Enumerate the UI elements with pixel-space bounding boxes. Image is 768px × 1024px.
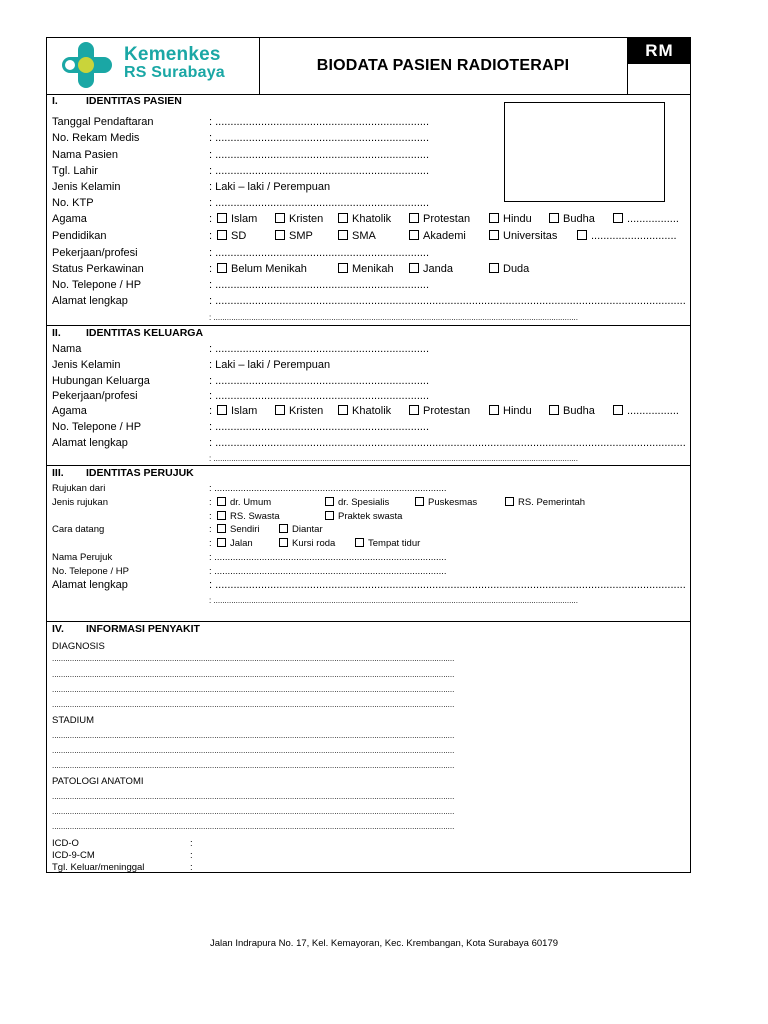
checkbox-icon [217,230,227,240]
section1-number: I. [52,95,58,107]
label-status-perkawinan: Status Perkawinan [52,263,144,275]
checkbox-icon [489,405,499,415]
checkbox-jalan[interactable] [217,538,253,549]
checkbox-menikah[interactable] [338,263,394,275]
field-tgl-lahir[interactable]: : ...................................................................... [209,165,430,177]
field-diagnosis-line-4[interactable]: ..................................................................................................................................................................................... [52,700,455,709]
checkbox-label: Tempat tidur [368,538,421,549]
label-no-ktp: No. KTP [52,197,94,209]
checkbox-icon [325,511,334,520]
checkbox-khatolik[interactable] [338,213,391,225]
section1-heading [52,95,182,107]
checkbox-label: Janda [423,263,453,275]
label-cara-datang: Cara datang [52,524,105,535]
checkbox-icon [217,538,226,547]
checkbox-puskesmas[interactable] [415,497,477,508]
field-telepon[interactable]: : ...................................................................... [209,279,430,291]
checkbox-label: Universitas [503,230,558,242]
logo-text-rs-surabaya: RS Surabaya [124,64,225,81]
field-alamat[interactable]: : .......................................................................................................................................................... [209,295,686,307]
checkbox-label: Belum Menikah [231,263,307,275]
field-hubungan-keluarga[interactable]: : ...................................................................... [209,375,430,387]
field-stadium-line-1[interactable]: ..................................................................................................................................................................................... [52,731,455,740]
checkbox-keluarga-kristen[interactable] [275,405,323,417]
field-perujuk-alamat[interactable]: : .......................................................................................................................................................... [209,579,686,591]
checkbox-budha[interactable] [549,213,595,225]
checkbox-praktek-swasta[interactable] [325,511,402,522]
checkbox-kristen[interactable] [275,213,323,225]
label-alamat: Alamat lengkap [52,295,128,307]
label-stadium: STADIUM [52,715,95,726]
logo-left-dot [65,60,75,70]
checkbox-tempat-tidur[interactable] [355,538,420,549]
checkbox-icon [549,213,559,223]
field-perujuk-alamat-continued[interactable]: : .................................................................................................................................................................... [209,596,578,605]
label-keluarga-telepon: No. Telepone / HP [52,421,142,433]
checkbox-label: Diantar [292,524,323,535]
photo-box[interactable] [504,102,665,202]
checkbox-akademi[interactable] [409,230,466,242]
checkbox-label: Kristen [289,405,324,417]
checkbox-label: Protestan [423,405,471,417]
label-tgl-lahir: Tgl. Lahir [52,165,98,177]
checkbox-label: Islam [231,213,258,225]
checkbox-icon [217,524,226,533]
checkbox-icon [338,213,348,223]
field-stadium-line-2[interactable]: ..................................................................................................................................................................................... [52,746,455,755]
checkbox-icon [549,405,559,415]
label-keluarga-pekerjaan: Pekerjaan/profesi [52,390,138,402]
colon: : [209,511,212,522]
checkbox-label: Khatolik [352,213,392,225]
checkbox-label: RS. Swasta [230,511,280,522]
checkbox-sd[interactable] [217,230,246,242]
checkbox-label: Hindu [503,213,532,225]
label-nama-perujuk: Nama Perujuk [52,552,113,563]
checkbox-icon [613,213,623,223]
checkbox-label: Budha [563,405,595,417]
checkbox-icon [275,405,285,415]
section2-number: II. [52,327,61,339]
checkbox-label: dr. Umum [230,497,272,508]
checkbox-rs-swasta[interactable] [217,511,280,522]
section3-title: IDENTITAS PERUJUK [86,467,194,479]
checkbox-keluarga-islam[interactable] [217,405,257,417]
label-telepon: No. Telepone / HP [52,279,142,291]
field-diagnosis-line-3[interactable]: ..................................................................................................................................................................................... [52,685,455,694]
field-keluarga-pekerjaan[interactable]: : ...................................................................... [209,390,430,402]
label-tgl-keluar: Tgl. Keluar/meninggal [52,862,145,873]
checkbox-universitas[interactable] [489,230,557,242]
checkbox-keluarga-hindu[interactable] [489,405,532,417]
checkbox-label: Menikah [352,263,394,275]
colon: : [209,263,213,275]
checkbox-label: Budha [563,213,595,225]
field-rekam-medis[interactable]: : ...................................................................... [209,132,430,144]
checkbox-icon [217,511,226,520]
label-perujuk-telepon: No. Telepone / HP [52,566,129,577]
field-keluarga-jenis-kelamin[interactable]: : Laki – laki / Perempuan [209,359,331,371]
label-icd-9-cm: ICD-9-CM [52,850,95,861]
label-keluarga-agama: Agama [52,405,87,417]
section4-heading [52,623,200,635]
field-no-ktp[interactable]: : ...................................................................... [209,197,430,209]
checkbox-icon [217,263,227,273]
section3-number: III. [52,467,64,479]
checkbox-label: Akademi [423,230,466,242]
checkbox-janda[interactable] [409,263,453,275]
checkbox-label: Puskesmas [428,497,478,508]
checkbox-icon [505,497,514,506]
checkbox-label: Sendiri [230,524,260,535]
field-diagnosis-line-1[interactable]: ..................................................................................................................................................................................... [52,654,455,663]
label-perujuk-alamat: Alamat lengkap [52,579,128,591]
checkbox-icon [217,213,227,223]
label-hubungan-keluarga: Hubungan Keluarga [52,375,150,387]
checkbox-belum-menikah[interactable] [217,263,307,275]
checkbox-label: SMA [352,230,376,242]
checkbox-hindu[interactable] [489,213,532,225]
colon: : [209,497,212,508]
checkbox-label: ................. [627,405,679,417]
checkbox-dr-umum[interactable] [217,497,271,508]
logo-text-kemenkes: Kemenkes [124,44,221,65]
checkbox-icon [409,263,419,273]
label-jenis-rujukan: Jenis rujukan [52,497,108,508]
checkbox-icon [409,230,419,240]
checkbox-keluarga-khatolik[interactable] [338,405,391,417]
checkbox-label: Hindu [503,405,532,417]
checkbox-icon [275,213,285,223]
checkbox-sma[interactable] [338,230,376,242]
checkbox-keluarga-agama-lainnya[interactable] [613,405,679,417]
checkbox-icon [489,263,499,273]
kemenkes-logo [58,40,253,90]
checkbox-label: Jalan [230,538,253,549]
logo-center-dot [78,57,94,73]
checkbox-label: Kristen [289,213,324,225]
checkbox-label: dr. Spesialis [338,497,390,508]
field-stadium-line-3[interactable]: ..................................................................................................................................................................................... [52,761,455,770]
checkbox-icon [338,263,348,273]
label-rekam-medis: No. Rekam Medis [52,132,140,144]
label-keluarga-nama: Nama [52,343,82,355]
colon: : [209,230,213,242]
checkbox-icon [217,497,226,506]
checkbox-label: Duda [503,263,530,275]
document-title: BIODATA PASIEN RADIOTERAPI [316,57,570,74]
checkbox-label: Khatolik [352,405,392,417]
field-patologi-line-2[interactable]: ..................................................................................................................................................................................... [52,807,455,816]
checkbox-sendiri[interactable] [217,524,260,535]
label-pendidikan: Pendidikan [52,230,107,242]
section4-line [46,621,691,622]
field-icd-9-cm[interactable]: : [190,850,193,861]
checkbox-icon [279,524,288,533]
section4-number: IV. [52,623,64,635]
checkbox-label: SD [231,230,247,242]
checkbox-icon [217,405,227,415]
checkbox-islam[interactable] [217,213,257,225]
field-jenis-kelamin[interactable]: : Laki – laki / Perempuan [209,181,331,193]
checkbox-icon [338,230,348,240]
field-tanggal-pendaftaran[interactable]: : ...................................................................... [209,116,430,128]
field-diagnosis-line-2[interactable]: ..................................................................................................................................................................................... [52,670,455,679]
checkbox-icon [577,230,587,240]
checkbox-label: SMP [289,230,313,242]
field-tgl-keluar[interactable]: : [190,862,193,873]
checkbox-pendidikan-lainnya[interactable] [577,230,677,242]
field-perujuk-telepon[interactable]: : ........................................................................................ [209,566,447,577]
section2-line [46,325,691,326]
checkbox-icon [489,213,499,223]
checkbox-label: ............................ [591,230,677,242]
field-nama-perujuk[interactable]: : ........................................................................................ [209,552,447,563]
label-keluarga-jenis-kelamin: Jenis Kelamin [52,359,121,371]
label-rujukan-dari: Rujukan dari [52,483,106,494]
checkbox-icon [355,538,364,547]
footer-address: Jalan Indrapura No. 17, Kel. Kemayoran, Kec. Krembangan, Kota Surabaya 60179 [209,938,559,949]
section3-line [46,465,691,466]
checkbox-label: Protestan [423,213,471,225]
checkbox-icon [279,538,288,547]
checkbox-icon [325,497,334,506]
section2-heading [52,327,203,339]
colon: : [209,524,212,535]
checkbox-label: Islam [231,405,258,417]
field-keluarga-alamat-continued[interactable]: : .................................................................................................................................................................... [209,454,578,463]
field-pekerjaan[interactable]: : ...................................................................... [209,247,430,259]
field-patologi-line-1[interactable]: ..................................................................................................................................................................................... [52,792,455,801]
section4-title: INFORMASI PENYAKIT [86,623,200,635]
field-rujukan-dari[interactable]: : ........................................................................................ [209,483,447,494]
checkbox-icon [275,230,285,240]
field-keluarga-telepon[interactable]: : ...................................................................... [209,421,430,433]
checkbox-protestan[interactable] [409,213,470,225]
checkbox-label: Kursi roda [292,538,336,549]
colon: : [209,538,212,549]
field-patologi-line-3[interactable]: ..................................................................................................................................................................................... [52,822,455,831]
label-diagnosis: DIAGNOSIS [52,641,105,652]
field-keluarga-nama[interactable]: : ...................................................................... [209,343,430,355]
checkbox-icon [409,405,419,415]
label-nama-pasien: Nama Pasien [52,149,119,161]
section1-title: IDENTITAS PASIEN [86,95,182,107]
checkbox-agama-lainnya[interactable] [613,213,679,225]
section3-heading [52,467,194,479]
label-agama: Agama [52,213,87,225]
checkbox-icon [613,405,623,415]
label-pekerjaan: Pekerjaan/profesi [52,247,138,259]
label-tanggal-pendaftaran: Tanggal Pendaftaran [52,116,154,128]
field-keluarga-alamat[interactable]: : .......................................................................................................................................................... [209,437,686,449]
checkbox-label: RS. Pemerintah [518,497,586,508]
field-alamat-continued[interactable]: : .................................................................................................................................................................... [209,313,578,322]
checkbox-duda[interactable] [489,263,529,275]
section2-title: IDENTITAS KELUARGA [86,327,204,339]
checkbox-keluarga-protestan[interactable] [409,405,470,417]
label-patologi-anatomi: PATOLOGI ANATOMI [52,776,144,787]
colon: : [209,405,213,417]
checkbox-smp[interactable] [275,230,313,242]
label-icd-o: ICD-O [52,838,79,849]
colon: : [209,213,213,225]
checkbox-icon [489,230,499,240]
checkbox-icon [409,213,419,223]
checkbox-rs-pemerintah[interactable] [505,497,585,508]
checkbox-dr-spesialis[interactable] [325,497,389,508]
checkbox-label: ................. [627,213,679,225]
checkbox-keluarga-budha[interactable] [549,405,595,417]
field-icd-o[interactable]: : [190,838,193,849]
rm-badge: RM [628,37,691,64]
field-nama-pasien[interactable]: : ...................................................................... [209,149,430,161]
checkbox-icon [415,497,424,506]
checkbox-diantar[interactable] [279,524,323,535]
label-jenis-kelamin: Jenis Kelamin [52,181,121,193]
checkbox-icon [338,405,348,415]
checkbox-kursi-roda[interactable] [279,538,335,549]
kemenkes-logo-icon [58,40,118,90]
checkbox-label: Praktek swasta [338,511,403,522]
label-keluarga-alamat: Alamat lengkap [52,437,128,449]
